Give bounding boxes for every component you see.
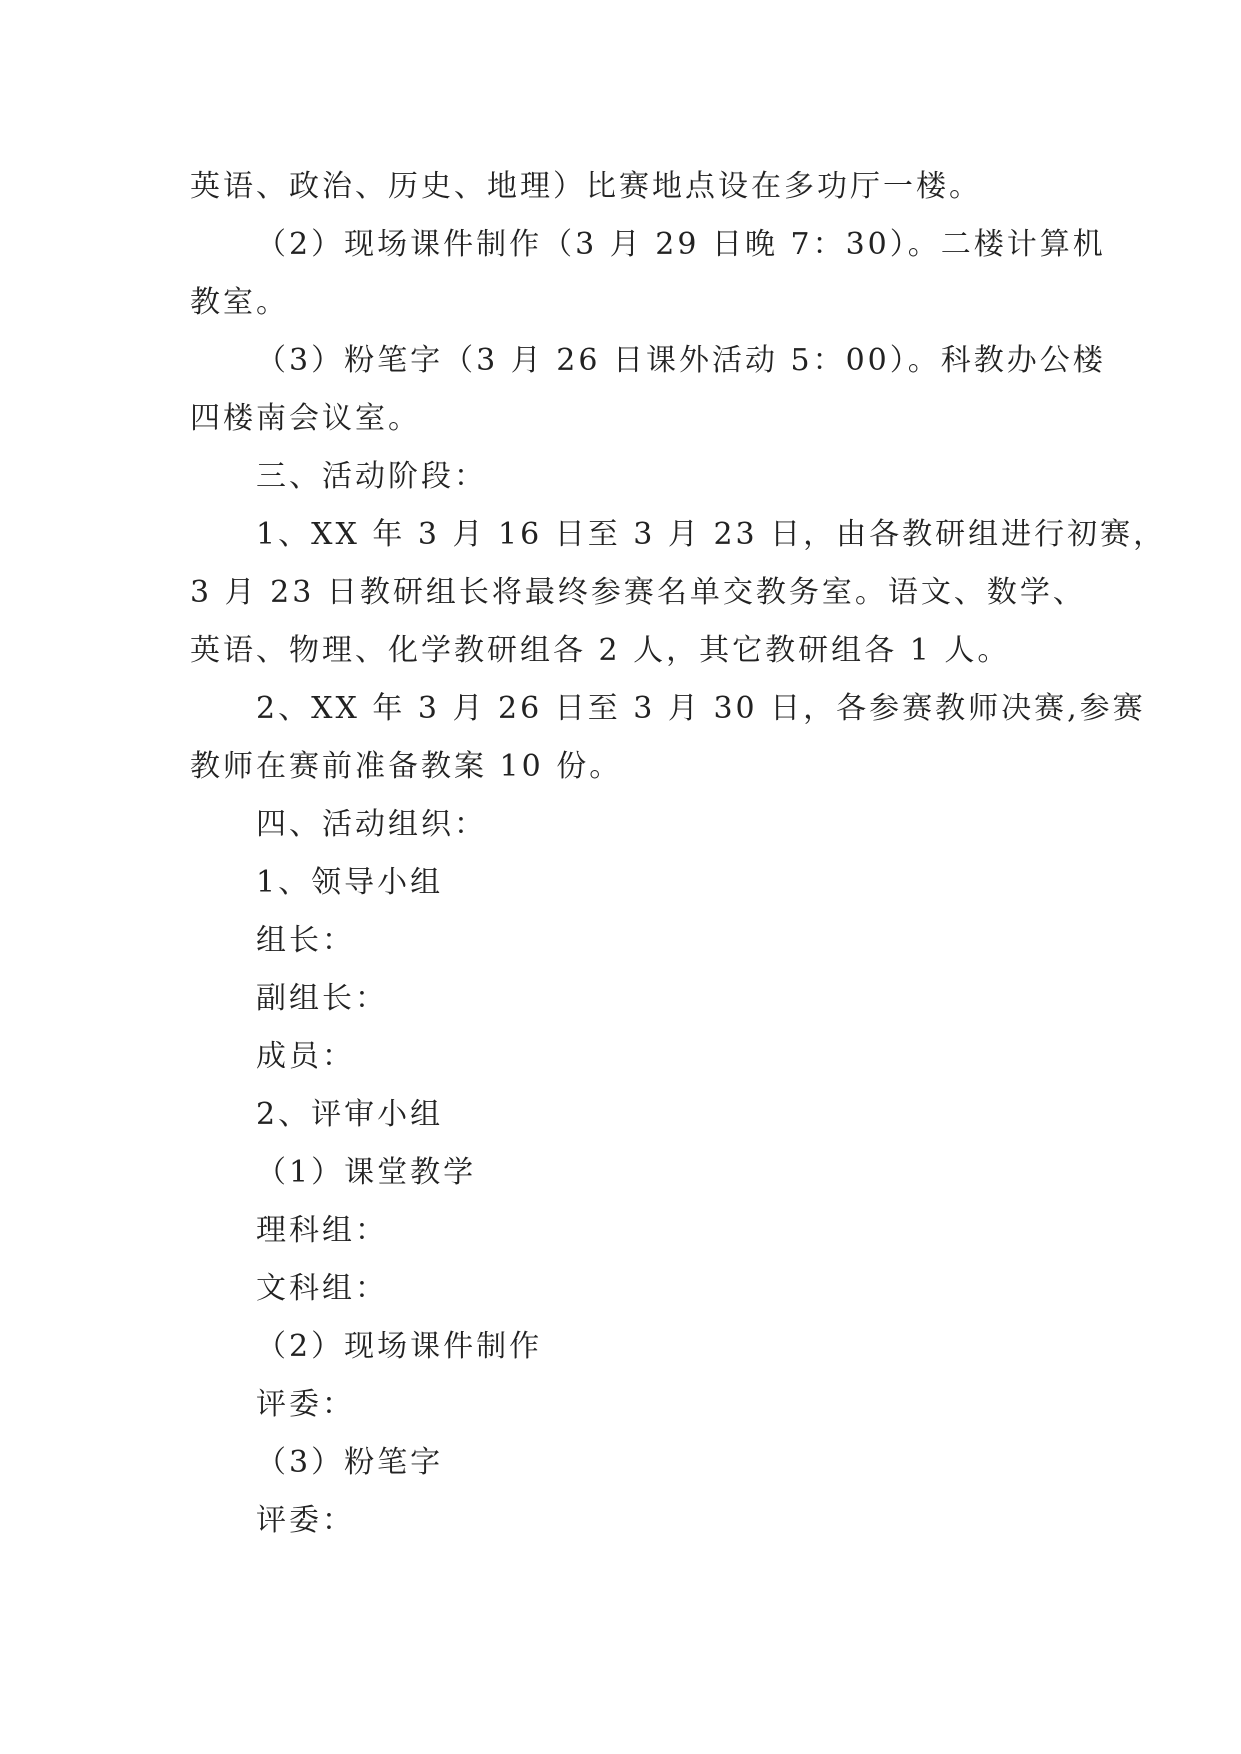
- subsection-heading: 1、领导小组: [256, 865, 444, 900]
- subsection-heading: 2、评审小组: [256, 1097, 444, 1132]
- text-line: 英语、政治、历史、地理）比赛地点设在多功厅一楼。: [190, 169, 982, 204]
- text-line: 四楼南会议室。: [190, 401, 421, 436]
- text-line: 2、XX 年 3 月 26 日至 3 月 30 日，各参赛教师决赛,参赛: [256, 691, 1146, 726]
- text-line: 文科组：: [256, 1271, 388, 1306]
- text-line: 组长：: [256, 923, 355, 958]
- text-line: 成员：: [256, 1039, 355, 1074]
- section-heading: 三、活动阶段：: [256, 459, 487, 494]
- text-line: 教师在赛前准备教案 10 份。: [190, 749, 623, 784]
- text-line: （2）现场课件制作（3 月 29 日晚 7：30）。二楼计算机: [256, 227, 1106, 262]
- text-line: 1、XX 年 3 月 16 日至 3 月 23 日，由各教研组进行初赛，: [256, 517, 1167, 552]
- text-line: 英语、物理、化学教研组各 2 人，其它教研组各 1 人。: [190, 633, 1011, 668]
- text-line: 理科组：: [256, 1213, 388, 1248]
- document-body: [190, 158, 1167, 1550]
- text-line: （3）粉笔字: [256, 1445, 444, 1480]
- text-line: （3）粉笔字（3 月 26 日课外活动 5：00）。科教办公楼: [256, 343, 1106, 378]
- section-heading: 四、活动组织：: [256, 807, 487, 842]
- text-line: （1）课堂教学: [256, 1155, 477, 1190]
- text-line: 3 月 23 日教研组长将最终参赛名单交教务室。语文、数学、: [190, 575, 1086, 610]
- text-line: 教室。: [190, 285, 289, 320]
- text-line: 评委：: [256, 1503, 355, 1538]
- text-line: （2）现场课件制作: [256, 1329, 543, 1364]
- text-line: 评委：: [256, 1387, 355, 1422]
- text-line: 副组长：: [256, 981, 388, 1016]
